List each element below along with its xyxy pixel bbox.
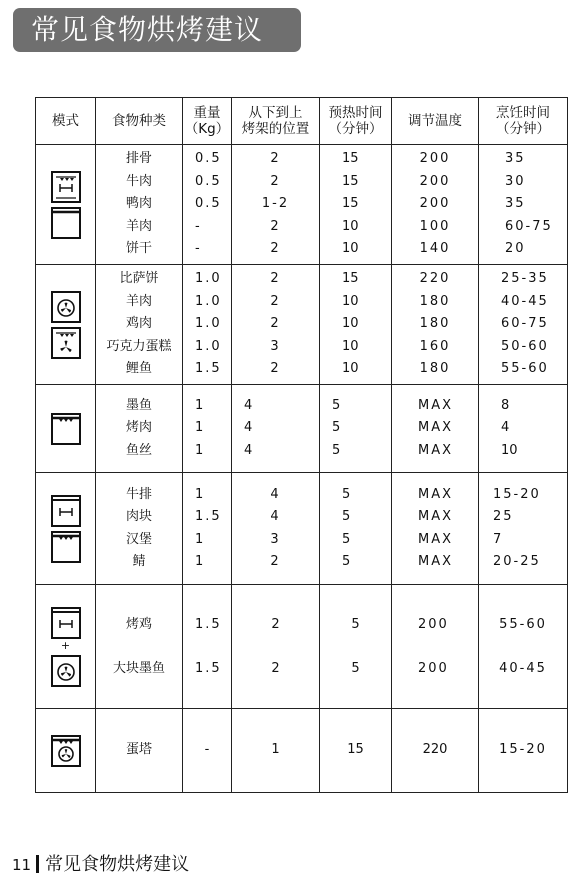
food-cell [96, 585, 183, 709]
preheat-value: 5 [351, 616, 360, 632]
rack-cell [232, 709, 320, 793]
page-number: 11 [12, 856, 32, 874]
weight-value: 1.5 [195, 361, 222, 377]
temp-value: 220 [419, 271, 451, 287]
preheat-value: 15 [342, 151, 359, 167]
temp-cell [392, 145, 479, 265]
page-footer [12, 850, 189, 876]
preheat-value: 10 [342, 316, 359, 332]
cook-time-value: 40-45 [499, 660, 547, 676]
cook-time-value: 40-45 [501, 293, 549, 309]
header-weight: 重量 （Kg） [183, 98, 232, 145]
rotisserie-icon [36, 607, 95, 639]
temp-value: 100 [419, 218, 451, 234]
cook-time-cell [479, 385, 568, 473]
mode-cell [36, 585, 96, 709]
table-row [36, 385, 568, 473]
temp-value: MAX [418, 442, 454, 458]
cook-time-value: 55-60 [499, 616, 547, 632]
temp-value: 200 [419, 196, 451, 212]
temp-cell [392, 709, 479, 793]
preheat-cell [320, 145, 392, 265]
temp-value: 180 [419, 316, 451, 332]
table-row [36, 473, 568, 585]
preheat-value: 5 [342, 531, 351, 547]
mode-cell [36, 709, 96, 793]
weight-cell [183, 385, 232, 473]
rack-value: 2 [270, 218, 281, 234]
preheat-value: 5 [332, 442, 341, 458]
preheat-cell [320, 585, 392, 709]
header-mode: 模式 [36, 98, 96, 145]
temp-value: 180 [419, 293, 451, 309]
preheat-value: 5 [342, 554, 351, 569]
food-value: 牛肉 [125, 173, 152, 189]
preheat-value: 5 [342, 509, 351, 524]
weight-value: 1.0 [195, 338, 222, 354]
cook-time-value: 15-20 [493, 486, 541, 502]
cook-time-value: 20-25 [493, 554, 541, 569]
footer-title: 常见食物烘烤建议 [45, 854, 190, 875]
rack-value: 2 [270, 316, 281, 332]
preheat-value: 10 [342, 338, 359, 354]
header-temp: 调节温度 [392, 98, 479, 145]
rack-value: 2 [270, 361, 281, 377]
preheat-value: 10 [342, 241, 359, 257]
weight-value: 1.5 [195, 509, 222, 524]
rack-value: 4 [270, 486, 281, 502]
cook-time-value: 30 [505, 173, 526, 189]
cook-time-cell [479, 145, 568, 265]
cook-time-cell [479, 473, 568, 585]
temp-value: MAX [418, 420, 454, 436]
weight-value: 1.5 [195, 660, 222, 676]
weight-value: 1 [195, 420, 206, 436]
food-value: 羊肉 [125, 218, 152, 234]
table-row [36, 145, 568, 265]
food-value: 蛋塔 [125, 742, 152, 758]
rack-value: 3 [270, 531, 281, 547]
top-grill-icon [36, 531, 95, 563]
rack-value: 4 [270, 509, 281, 524]
temp-value: MAX [418, 486, 454, 502]
weight-value: - [204, 742, 210, 758]
food-cell [96, 473, 183, 585]
mode-cell [36, 385, 96, 473]
preheat-value: 5 [351, 660, 360, 676]
cook-time-value: 8 [501, 397, 510, 413]
preheat-value: 10 [342, 361, 359, 377]
temp-value: 140 [419, 241, 451, 257]
weight-value: 0.5 [195, 196, 222, 212]
temp-value: 220 [422, 742, 448, 758]
temp-value: MAX [418, 397, 454, 413]
preheat-value: 5 [332, 420, 341, 436]
mode-cell [36, 145, 96, 265]
food-value: 烤肉 [125, 420, 152, 436]
rack-value: 2 [270, 293, 281, 309]
preheat-cell [320, 709, 392, 793]
weight-value: 1.0 [195, 293, 222, 309]
temp-value: 180 [419, 361, 451, 377]
fan-circle-icon [36, 655, 95, 687]
food-value: 墨鱼 [125, 397, 152, 413]
temp-value: MAX [418, 531, 454, 547]
temp-value: 160 [419, 338, 451, 354]
food-value: 烤鸡 [125, 616, 152, 632]
page-title: 常见食物烘烤建议 [13, 8, 301, 52]
rack-value: 4 [244, 420, 253, 436]
rack-value: 2 [271, 616, 280, 632]
food-value: 比萨饼 [119, 271, 159, 287]
preheat-value: 5 [342, 486, 351, 502]
preheat-value: 15 [347, 742, 364, 758]
food-value: 牛排 [125, 486, 152, 502]
weight-cell [183, 585, 232, 709]
top-grill-icon [36, 413, 95, 445]
temp-value: 200 [418, 616, 449, 632]
cook-time-value: 15-20 [499, 742, 547, 758]
top-bottom-heat-grill-icon [36, 171, 95, 203]
rack-value: 2 [271, 660, 280, 676]
weight-value: 0.5 [195, 173, 222, 189]
weight-value: 1 [195, 554, 206, 569]
table-row [36, 265, 568, 385]
temp-value: MAX [418, 509, 454, 524]
weight-cell [183, 709, 232, 793]
preheat-cell [320, 265, 392, 385]
rack-cell [232, 385, 320, 473]
weight-value: 1 [195, 486, 206, 502]
food-value: 鸭肉 [125, 196, 152, 212]
preheat-value: 10 [342, 293, 359, 309]
food-value: 鲤鱼 [125, 361, 152, 377]
cook-time-value: 10 [501, 442, 518, 458]
cook-time-value: 60-75 [505, 218, 553, 234]
rack-value: 2 [270, 554, 281, 569]
cook-time-value: 25-35 [501, 271, 549, 287]
mode-cell [36, 473, 96, 585]
bottom-heat-icon [36, 207, 95, 239]
cook-time-value: 4 [501, 420, 510, 436]
header-cook-time: 烹饪时间 （分钟） [479, 98, 568, 145]
food-value: 汉堡 [125, 531, 152, 547]
rack-value: 2 [270, 151, 281, 167]
weight-cell [183, 473, 232, 585]
table-row [36, 585, 568, 709]
preheat-value: 15 [342, 173, 359, 189]
preheat-value: 15 [342, 271, 359, 287]
rack-cell [232, 585, 320, 709]
fan-circle-icon [36, 291, 95, 323]
rack-value: 2 [270, 173, 281, 189]
food-cell [96, 385, 183, 473]
rack-value: 4 [244, 442, 253, 458]
cook-time-value: 20 [505, 241, 526, 257]
weight-cell [183, 145, 232, 265]
weight-value: 1.0 [195, 316, 222, 332]
header-rack: 从下到上 烤架的位置 [232, 98, 320, 145]
cook-time-cell [479, 709, 568, 793]
table-row [36, 709, 568, 793]
food-value: 大块墨鱼 [112, 660, 165, 676]
food-value: 羊肉 [125, 293, 152, 309]
cook-time-value: 25 [493, 509, 514, 524]
weight-value: - [195, 241, 202, 257]
temp-value: 200 [419, 173, 451, 189]
rack-cell [232, 473, 320, 585]
cook-time-value: 7 [493, 531, 504, 547]
cook-time-cell [479, 585, 568, 709]
rack-value: 4 [244, 397, 253, 413]
weight-value: 0.5 [195, 151, 222, 167]
food-value: 肉块 [125, 509, 152, 524]
cook-time-value: 35 [505, 196, 526, 212]
temp-cell [392, 473, 479, 585]
weight-value: 1 [195, 531, 206, 547]
header-preheat: 预热时间 （分钟） [320, 98, 392, 145]
mode-cell [36, 265, 96, 385]
food-value: 饼干 [125, 241, 152, 257]
temp-cell [392, 385, 479, 473]
rack-value: 2 [270, 241, 281, 257]
preheat-value: 15 [342, 196, 359, 212]
footer-divider [36, 855, 39, 873]
temp-cell [392, 265, 479, 385]
temp-value: MAX [418, 554, 454, 569]
cook-time-value: 60-75 [501, 316, 549, 332]
food-value: 鱼丝 [125, 442, 152, 458]
rack-value: 1-2 [261, 196, 290, 212]
table-header-row [36, 98, 568, 145]
weight-value: 1.5 [195, 616, 222, 632]
fan-top-heat-icon [36, 327, 95, 359]
weight-value: - [195, 218, 202, 234]
plus-sign: + [60, 638, 71, 652]
preheat-value: 5 [332, 397, 341, 413]
rack-cell [232, 265, 320, 385]
header-food: 食物种类 [96, 98, 183, 145]
weight-value: 1 [195, 397, 206, 413]
cook-time-value: 55-60 [501, 361, 549, 377]
rack-value: 1 [271, 742, 280, 758]
cook-time-cell [479, 265, 568, 385]
temp-value: 200 [418, 660, 449, 676]
food-value: 鲭 [132, 554, 146, 569]
temp-value: 200 [419, 151, 451, 167]
weight-value: 1.0 [195, 271, 222, 287]
food-cell [96, 709, 183, 793]
food-cell [96, 265, 183, 385]
baking-table [35, 97, 568, 793]
preheat-cell [320, 473, 392, 585]
food-cell [96, 145, 183, 265]
weight-value: 1 [195, 442, 206, 458]
rack-value: 3 [270, 338, 281, 354]
rotisserie-icon [36, 495, 95, 527]
cook-time-value: 50-60 [501, 338, 549, 354]
fan-grill-icon [36, 735, 95, 767]
rack-cell [232, 145, 320, 265]
rack-value: 2 [270, 271, 281, 287]
preheat-value: 10 [342, 218, 359, 234]
weight-cell [183, 265, 232, 385]
food-value: 排骨 [125, 151, 152, 167]
preheat-cell [320, 385, 392, 473]
temp-cell [392, 585, 479, 709]
food-value: 巧克力蛋糕 [106, 338, 172, 354]
food-value: 鸡肉 [125, 316, 152, 332]
cook-time-value: 35 [505, 151, 526, 167]
